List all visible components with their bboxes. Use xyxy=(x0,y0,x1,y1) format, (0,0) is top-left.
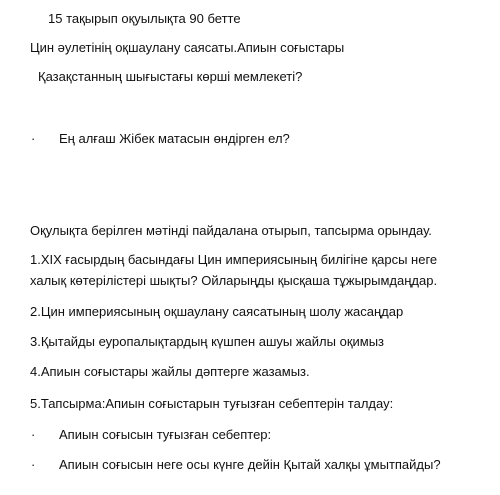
textbook-reference: 15 тақырып оқуылықта 90 бетте xyxy=(48,11,241,26)
task-2: 2.Цин империясының оқшаулану саясатының шолу жасаңдар xyxy=(30,304,404,319)
topic-title: Цин әулетінің оқшаулану саясаты.Апиын соғыстары xyxy=(30,40,345,55)
opium-war-causes: Апиын соғысын туғызған себептер: xyxy=(59,427,272,442)
bullet-marker: · xyxy=(31,427,36,442)
question-silk: Ең алғаш Жібек матасын өндірген ел? xyxy=(59,131,290,146)
bullet-marker: · xyxy=(31,131,36,146)
task-1: 1.XIX ғасырдың басындағы Цин империясының билігіне қарсы неге халық көтерілістері шықты? Ойларыңды қысқаша тұжырымдаңдар. xyxy=(30,252,438,288)
opium-war-memory-question: Апиын соғысын неге осы күнге дейін Қытай халқы ұмытпайды? xyxy=(59,457,441,472)
bullet-marker: · xyxy=(31,457,36,472)
task-5: 5.Тапсырма:Апиын соғыстарын туғызған себептерін талдау: xyxy=(30,396,394,411)
question-neighbor-state: Қазақстанның шығыстағы көрші мемлекеті? xyxy=(38,69,303,84)
task-intro: Оқулықта берілген мәтінді пайдалана отырып, тапсырма орындау. xyxy=(30,223,432,238)
task-4: 4.Апиын соғыстары жайлы дәптерге жазамыз. xyxy=(30,364,310,379)
task-3: 3.Қытайды еуропалықтардың күшпен ашуы жайлы оқимыз xyxy=(30,334,385,349)
